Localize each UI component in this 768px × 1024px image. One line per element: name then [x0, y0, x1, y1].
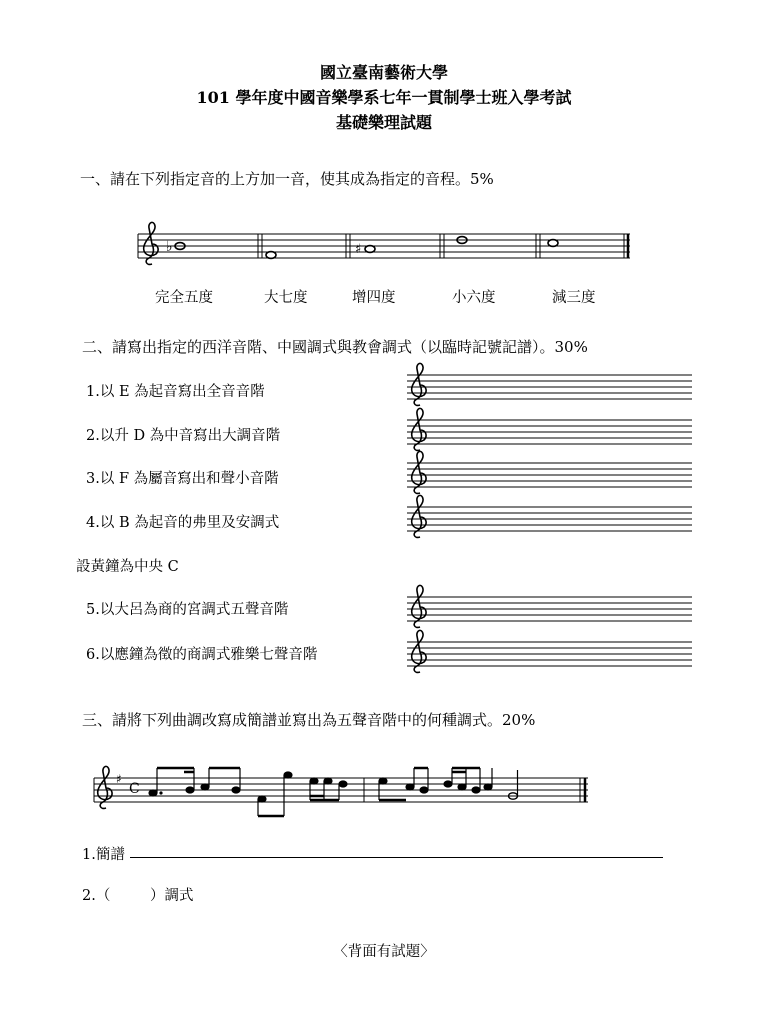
note-head	[186, 787, 194, 793]
note-head	[472, 787, 480, 793]
jianpu-label: 1.簡譜	[82, 847, 125, 863]
note-head	[201, 784, 209, 790]
section3-question: 三、請將下列曲調改寫成簡譜並寫出為五聲音階中的何種調式。20%	[82, 711, 536, 729]
subject-title: 基礎樂理試題	[335, 113, 432, 132]
note-head	[406, 784, 414, 790]
scale-item: 3.以 F 為屬音寫出和聲小音階	[86, 471, 279, 487]
melody-notes	[149, 768, 492, 816]
mode-answer-prefix: 2.（	[82, 888, 111, 904]
scale-item: 4.以 B 為起音的弗里及安調式	[86, 515, 280, 531]
interval-label: 完全五度	[155, 290, 213, 306]
exam-title: 101 學年度中國音樂學系七年一貫制學士班入學考試	[196, 88, 572, 107]
sharp-sign: ♯	[355, 242, 362, 257]
time-signature: C	[129, 781, 140, 797]
central-c-note: 設黃鐘為中央 C	[76, 559, 179, 575]
note-head	[484, 784, 492, 790]
scale-item: 6.以應鐘為徵的商調式雅樂七聲音階	[86, 647, 318, 663]
note-head	[324, 778, 332, 784]
university-title: 國立臺南藝術大學	[319, 63, 448, 82]
interval-label: 大七度	[264, 290, 308, 306]
note-head	[458, 784, 466, 790]
section1-question: 一、請在下列指定音的上方加一音，使其成為指定的音程。5%	[80, 170, 494, 188]
note-head	[284, 772, 292, 778]
interval-label: 增四度	[352, 290, 396, 306]
footer-note: 〈背面有試題〉	[333, 944, 435, 960]
note-head	[232, 787, 240, 793]
flat-sign: ♭	[166, 239, 173, 255]
scale-item: 1.以 E 為起音寫出全音音階	[86, 384, 265, 400]
interval-label: 減三度	[552, 290, 596, 306]
mode-answer-blank[interactable]	[110, 884, 154, 902]
section2-question: 二、請寫出指定的西洋音階、中國調式與教會調式（以臨時記號記譜）。30%	[82, 338, 588, 356]
jianpu-answer-line[interactable]	[130, 857, 663, 858]
note-head	[258, 796, 266, 802]
note-head	[339, 781, 347, 787]
note-head	[149, 790, 157, 796]
scale-item: 5.以大呂為商的宮調式五聲音階	[86, 602, 289, 618]
note-head	[379, 778, 387, 784]
note-head	[420, 787, 428, 793]
key-signature-sharp: ♯	[116, 772, 122, 786]
note-head	[444, 781, 452, 787]
scale-item: 2.以升 D 為中音寫出大調音階	[86, 428, 281, 444]
mode-answer-suffix: ）調式	[150, 888, 194, 904]
interval-label: 小六度	[452, 290, 496, 306]
note-head	[310, 778, 318, 784]
